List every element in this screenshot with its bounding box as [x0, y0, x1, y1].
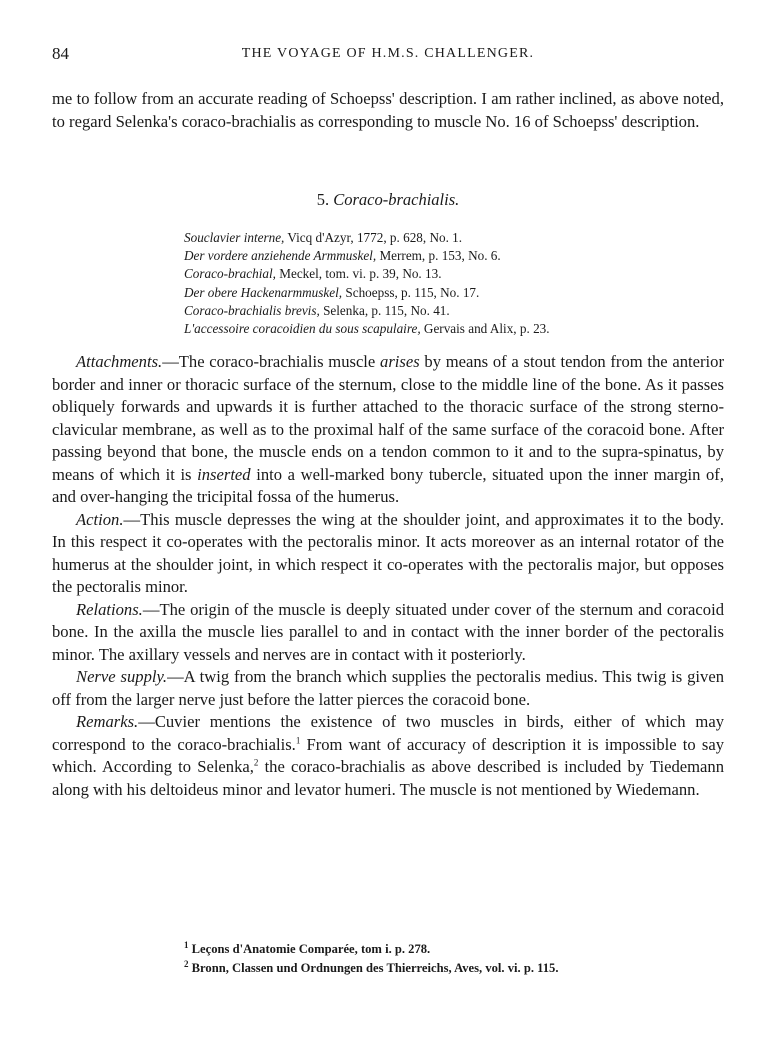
footnote-ref: 1 — [295, 734, 301, 745]
remarks-heading: Remarks. — [76, 712, 139, 731]
action-heading: Action. — [76, 509, 124, 529]
section-number: 5. — [316, 190, 330, 209]
synonym-name: Souclavier interne, — [184, 230, 285, 245]
footnotes — [184, 940, 704, 978]
page-number: 84 — [52, 44, 69, 63]
remarks-text: the coraco-brachialis as above described is included by Tiedemann along with his deltoideus minor and levator humeri. The muscle is not mentioned by Wiedemann. — [52, 757, 724, 799]
synonym-item — [184, 284, 704, 302]
synonym-name: Der obere Hackenarmmuskel, — [184, 284, 343, 300]
section-name: Coraco-brachialis. — [333, 190, 460, 209]
running-title: THE VOYAGE OF H.M.S. CHALLENGER. — [241, 46, 535, 61]
synonym-name: Coraco-brachial, — [184, 266, 276, 282]
attachments-heading: Attachments. — [76, 352, 163, 371]
synonym-ref: Gervais and Alix, p. 23. — [420, 321, 550, 337]
attachments-text: —The coraco-brachialis muscle — [162, 352, 381, 371]
synonym-name: Der vordere anziehende Armmuskel, — [184, 248, 377, 264]
synonym-name: Coraco-brachialis brevis, — [184, 302, 320, 318]
remarks-paragraph — [52, 711, 724, 801]
footnote — [184, 959, 704, 978]
synonym-ref: Schoepss, p. 115, No. 17. — [342, 284, 480, 300]
synonym-ref: Selenka, p. 115, No. 41. — [319, 302, 450, 318]
footnote-text: Leçons d'Anatomie Comparée, tom i. p. 278. — [188, 942, 431, 956]
main-text — [52, 351, 724, 801]
synonym-ref: Merrem, p. 153, No. 6. — [376, 248, 501, 264]
relations-text: —The origin of the muscle is deeply situated under cover of the sternum and coracoid bone. In the axilla the muscle lies parallel to and in contact with the inner border of the pectoralis minor. The axillary vessels and nerves are in contact with it posteriorly. — [52, 599, 724, 664]
synonym-ref: Meckel, tom. vi. p. 39, No. 13. — [275, 266, 442, 282]
inserted-term: inserted — [197, 464, 251, 484]
synonym-item — [184, 247, 704, 265]
footnote-text: Bronn, Classen und Ordnungen des Thierreichs, Aves, vol. vi. p. 115. — [188, 961, 559, 975]
footnote-mark: 1 — [184, 939, 189, 950]
footnote-ref: 2 — [253, 757, 259, 768]
attachments-text: by means of a stout tendon from the anterior border and inner or thoracic surface of the sternum, close to the middle line of the bone. As it passes obliquely forwards and upwards it is further attached to the thoracic surface of the strong sterno-clavicular membrane, as well as to the proximal half of the same surface of the coracoid bone. After passing beyond that bone, the muscle ends on a tendon common to it and to the supra-spinatus, by means of which it is — [52, 352, 724, 484]
synonym-list — [184, 229, 704, 338]
relations-heading: Relations. — [76, 599, 143, 619]
remarks-text: From want of accuracy of description it is impossible to say which. According to Selenka, — [52, 734, 724, 776]
relations-paragraph — [52, 599, 724, 667]
arises-term: arises — [380, 352, 420, 371]
remarks-text: —Cuvier mentions the existence of two muscles in birds, either of which may correspond to the coraco-brachialis. — [52, 712, 724, 754]
nerve-supply-heading: Nerve supply. — [76, 667, 168, 686]
synonym-ref: Vicq d'Azyr, 1772, p. 628, No. 1. — [284, 230, 463, 245]
page-header — [52, 44, 724, 68]
nerve-supply-text: —A twig from the branch which supplies the pectoralis medius. This twig is given off from the larger nerve just before the latter pierces the coracoid bone. — [52, 667, 724, 709]
synonym-item — [184, 320, 704, 338]
synonym-item — [184, 302, 704, 320]
intro-paragraph: me to follow from an accurate reading of Schoepss' description. I am rather inclined, as above noted, to regard Selenka's coraco-brachialis as corresponding to muscle No. 16 of Schoepss' description. — [52, 89, 724, 131]
action-text: —This muscle depresses the wing at the shoulder joint, and approximates it to the body. In this respect it co-operates with the pectoralis minor. It acts moreover as an internal rotator of the humerus at the shoulder joint, in which respect it co-operates with the pectoralis major, but opposes the pectoralis minor. — [52, 509, 724, 596]
nerve-supply-paragraph — [52, 666, 724, 711]
footnote-mark: 2 — [184, 958, 189, 969]
attachments-text: into a well-marked bony tubercle, situated upon the inner margin of, and over-hanging the tricipital fossa of the humerus. — [52, 464, 724, 506]
action-paragraph — [52, 509, 724, 599]
synonym-item — [184, 229, 704, 247]
intro-block — [52, 88, 724, 133]
synonym-name: L'accessoire coracoidien du sous scapulaire, — [184, 321, 421, 337]
footnote — [184, 940, 704, 959]
section-title — [0, 190, 776, 210]
attachments-paragraph — [52, 351, 724, 509]
synonym-item — [184, 265, 704, 283]
